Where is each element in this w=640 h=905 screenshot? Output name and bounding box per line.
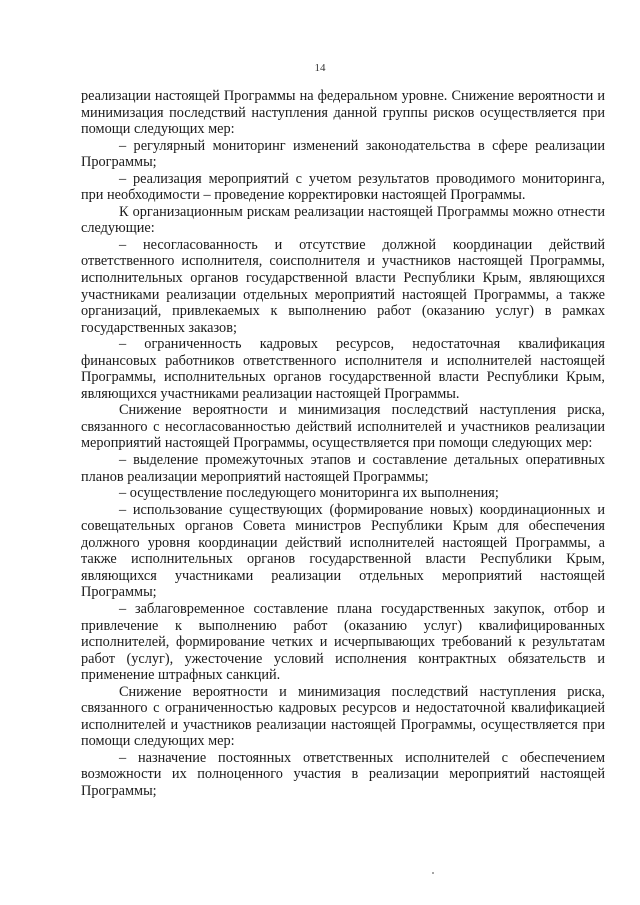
paragraph: Снижение вероятности и минимизация последствий наступления риска, связанного с несогласованностью действий исполнителей и участников реализации мероприятий настоящей Программы, осуществляется при помощи следующих мер: <box>81 402 605 452</box>
list-item: – реализация мероприятий с учетом результатов проводимого мониторинга, при необходимости – проведение корректировки настоящей Программы. <box>81 170 605 204</box>
list-item: – заблаговременное составление плана государственных закупок, отбор и привлечение к выполнению работ (оказанию услуг) квалифицированных исполнителей, формирование четких и исчерпывающих требований к результатам работ (услуг), ужесточение условий исполнения контрактных обязательств и применение штрафных санкций. <box>81 600 605 684</box>
paragraph: реализации настоящей Программы на федеральном уровне. Снижение вероятности и минимизация последствий наступления данной группы рисков осуществляется при помощи следующих мер: <box>81 88 605 138</box>
list-item: – несогласованность и отсутствие должной координации действий ответственного исполнителя, соисполнителя и участников настоящей Программы, исполнительных органов государственной власти Республики Крым, являющихся участниками реализации отдельных мероприятий настоящей Программы, а также организаций, привлекаемых к выполнению работ (оказанию услуг) в рамках государственных заказов; <box>81 236 605 336</box>
list-item: – осуществление последующего мониторинга их выполнения; <box>119 485 499 502</box>
scan-artifact <box>432 872 434 874</box>
list-item: – назначение постоянных ответственных исполнителей с обеспечением возможности их полноценного участия в реализации мероприятий настоящей Программы; <box>81 749 605 799</box>
list-item: – использование существующих (формирование новых) координационных и совещательных органов Совета министров Республики Крым для обеспечения должного уровня координации действий исполнителей настоящей Программы, а также исполнительных органов государственной власти Республики Крым, являющихся участниками реализации отдельных мероприятий настоящей Программы; <box>81 501 605 601</box>
paragraph: Снижение вероятности и минимизация последствий наступления риска, связанного с ограниченностью кадровых ресурсов и недостаточной квалификацией исполнителей и участников реализации настоящей Программы, осуществляется при помощи следующих мер: <box>81 683 605 750</box>
list-item: – выделение промежуточных этапов и составление детальных оперативных планов реализации мероприятий настоящей Программы; <box>81 452 605 485</box>
paragraph: К организационным рискам реализации настоящей Программы можно отнести следующие: <box>81 203 605 237</box>
document-body <box>81 88 605 800</box>
list-item: – регулярный мониторинг изменений законодательства в сфере реализации Программы; <box>81 137 605 171</box>
page-number: 14 <box>314 62 326 74</box>
list-item: – ограниченность кадровых ресурсов, недостаточная квалификация финансовых работников ответственного исполнителя и исполнителей настоящей Программы, исполнительных органов государственной власти Республики Крым, являющихся участниками реализации настоящей Программы. <box>81 336 605 402</box>
